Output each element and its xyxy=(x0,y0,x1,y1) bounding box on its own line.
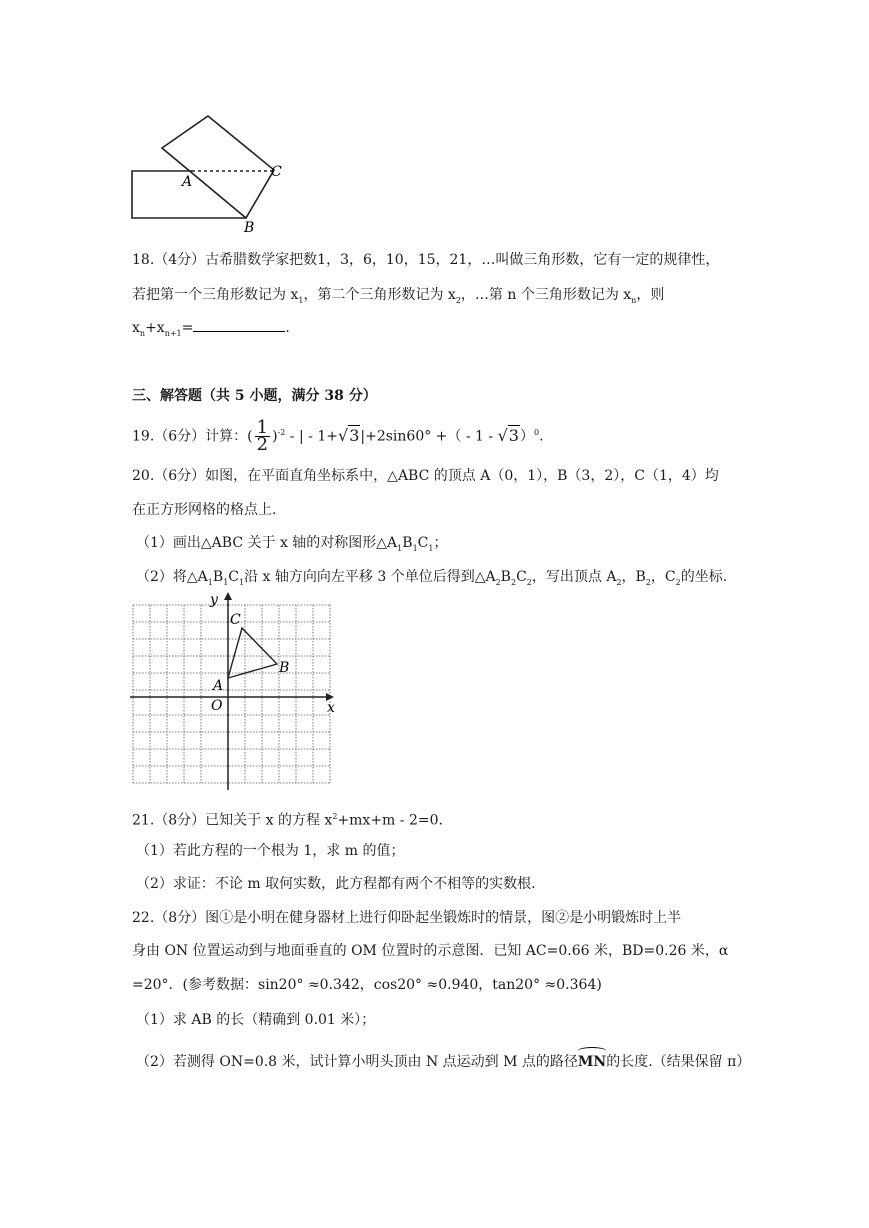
sqrt-symbol: √3 xyxy=(497,425,519,445)
rotated-rectangle xyxy=(162,116,274,218)
y-axis-arrow xyxy=(224,592,232,600)
q18-line-2: 若把第一个三角形数记为 $x_1$，第二个三角形数记为 $x_2$，…第 n 个三角形数记为 $x_n$，则 xyxy=(132,287,665,305)
point-label-c: C xyxy=(230,612,241,628)
answer-blank[interactable] xyxy=(193,319,285,332)
q19-line: 19.（6分）计算：( $\frac{1}{2}$ )$^{-2}$ - | - 1+√3|+2sin60° +（ - 1 - √3）$^0$. xyxy=(132,417,544,456)
q22-line-2: 身由 ON 位置运动到与地面垂直的 OM 位置时的示意图．已知 AC=0.66 米，BD=0.26 米，α xyxy=(132,943,729,959)
section-title: 三、解答题（共 5 小题，满分 38 分） xyxy=(132,388,377,404)
q20-part-1: （1）画出△ABC 关于 x 轴的对称图形$\triangle A_1B_1C_1$； xyxy=(136,535,448,553)
q22-part-1: （1）求 AB 的长（精确到 0.01 米）； xyxy=(136,1012,376,1028)
q18-line-1: 18.（4分）古希腊数学家把数1，3，6，10，15，21，…叫做三角形数，它有一定的规律性， xyxy=(132,252,720,268)
origin-label: O xyxy=(211,698,223,714)
coordinate-grid xyxy=(124,590,339,790)
point-label-b: B xyxy=(279,660,290,676)
point-label-a: A xyxy=(213,678,224,694)
q18-line-3: $x_n+x_{n+1}=$ . xyxy=(132,320,290,338)
q21-line-1: 21.（8分）已知关于 x 的方程 $x^2+mx+m - 2=0$. xyxy=(132,812,443,829)
sqrt-symbol: √3 xyxy=(337,425,360,445)
y-axis-label: y xyxy=(210,592,218,608)
triangle-abc xyxy=(228,628,277,678)
point-label-a: A xyxy=(182,174,193,190)
q20-part-2: （2）将$\triangle A_1B_1C_1$沿 x 轴方向向左平移 3 个单位后得到$\triangle A_2B_2C_2$，写出顶点 $A_2$，$B_2$，$C_2$的坐标. xyxy=(136,569,728,587)
point-label-c: C xyxy=(271,164,282,180)
q21-part-2: （2）求证：不论 m 取何实数，此方程都有两个不相等的实数根. xyxy=(136,876,536,892)
q21-part-1: （1）若此方程的一个根为 1，求 m 的值； xyxy=(136,843,405,859)
grid-lines xyxy=(133,605,330,783)
point-label-b: B xyxy=(244,220,255,235)
x-axis-label: x xyxy=(327,700,335,716)
q20-line-2: 在正方形网格的格点上. xyxy=(132,502,277,518)
q17-figure xyxy=(125,110,295,235)
fraction: $\frac{1}{2}$ xyxy=(256,417,269,456)
arc-mn: MN xyxy=(577,1054,607,1070)
q22-part-2: （2）若测得 ON=0.8 米，试计算小明头顶由 N 点运动到 M 点的路径MN的长度.（结果保留 π） xyxy=(136,1054,751,1070)
q22-line-3: =20°．(参考数据：sin20° ≈0.342，cos20° ≈0.940，tan20° ≈0.364) xyxy=(132,977,602,993)
q20-line-1: 20.（6分）如图，在平面直角坐标系中，△ABC 的顶点 A（0，1），B（3，2），C（1，4）均 xyxy=(132,468,719,484)
q22-line-1: 22.（8分）图①是小明在健身器材上进行仰卧起坐锻炼时的情景，图②是小明锻炼时上半 xyxy=(132,910,682,926)
